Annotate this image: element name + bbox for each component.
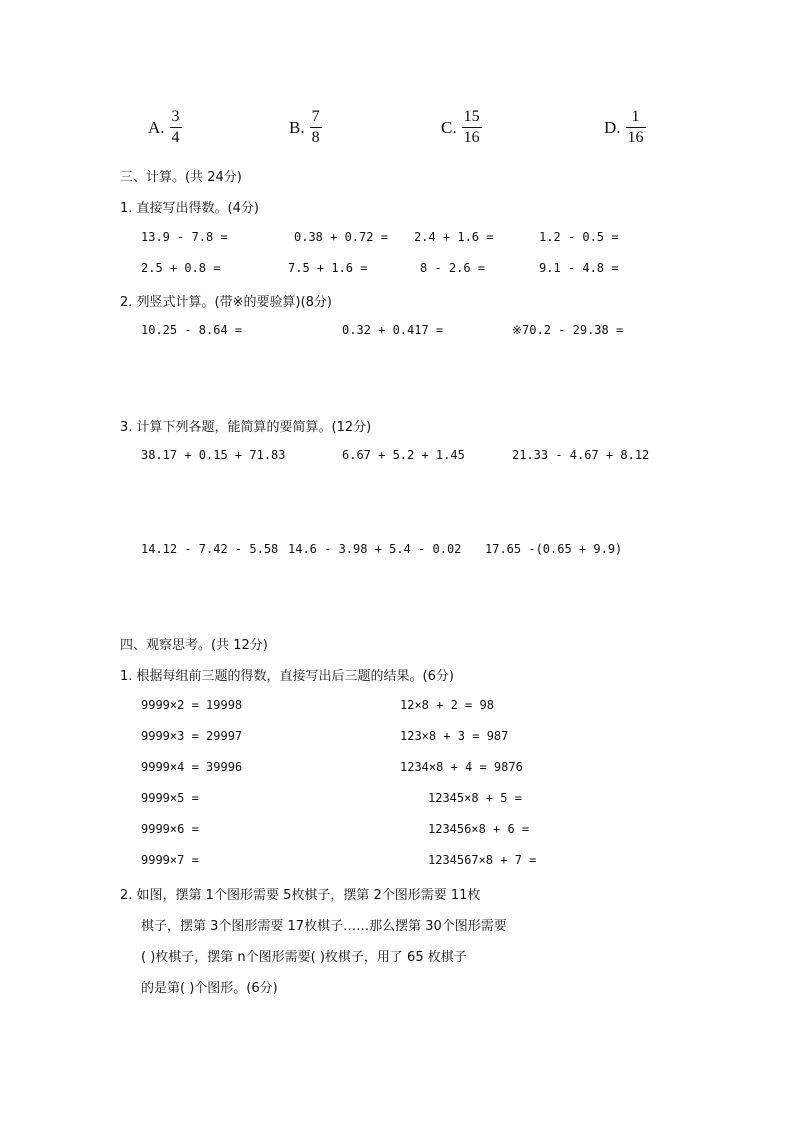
s3-q3-r2-item1: 14.12 - 7.42 - 5.58 — [141, 542, 279, 556]
s4-q2-line-2: 棋子，摆第 3个图形需要 17枚棋子……那么摆第 30个图形需要 — [141, 919, 507, 934]
option-b — [289, 108, 322, 147]
s3-q3-r2-item3: 17.65 -(0.65 + 9.9) — [485, 542, 623, 556]
s3-q2-item1: 10.25 - 8.64 = — [141, 323, 243, 337]
s3-q2-title: 2. 列竖式计算。(带※的要验算)(8分) — [120, 295, 332, 310]
s4-q1-left-2: 9999×3 = 29997 — [141, 729, 243, 743]
s3-q2-item2: 0.32 + 0.417 = — [342, 323, 444, 337]
s3-q1-r2-item3: 8 - 2.6 = — [420, 261, 486, 275]
s3-q3-r1-item2: 6.67 + 5.2 + 1.45 — [342, 448, 465, 462]
s3-q1-r1-item1: 13.9 - 7.8 = — [141, 230, 228, 244]
s3-q1-r1-item4: 1.2 - 0.5 = — [539, 230, 619, 244]
s4-q2-line-1: 2. 如图，摆第 1个图形需要 5枚棋子，摆第 2个图形需要 11枚 — [120, 888, 481, 903]
s3-q1-r2-item4: 9.1 - 4.8 = — [539, 261, 619, 275]
option-b-numerator: 7 — [311, 108, 320, 125]
s3-q1-r1-item3: 2.4 + 1.6 = — [414, 230, 494, 244]
option-d-numerator: 1 — [631, 108, 640, 125]
option-a — [148, 108, 182, 147]
section-4-title: 四、观察思考。(共 12分) — [120, 638, 268, 653]
s3-q1-r2-item2: 7.5 + 1.6 = — [288, 261, 368, 275]
section-3-title: 三、计算。(共 24分) — [120, 170, 242, 185]
s3-q3-r1-item1: 38.17 + 0.15 + 71.83 — [141, 448, 286, 462]
s4-q1-left-1: 9999×2 = 19998 — [141, 698, 243, 712]
option-d-letter: D. — [604, 117, 621, 137]
option-c-letter: C. — [441, 117, 457, 137]
s4-q2-line-3: ( )枚棋子，摆第 n个图形需要( )枚棋子，用了 65 枚棋子 — [141, 950, 467, 965]
s3-q3-title: 3. 计算下列各题，能简算的要简算。(12分) — [120, 420, 372, 435]
s4-q1-left-5: 9999×6 = — [141, 822, 199, 836]
s4-q1-title: 1. 根据每组前三题的得数，直接写出后三题的结果。(6分) — [120, 669, 454, 684]
s4-q1-right-6: 1234567×8 + 7 = — [428, 853, 537, 867]
s4-q1-right-5: 123456×8 + 6 = — [428, 822, 530, 836]
s3-q2-item3: ※70.2 - 29.38 = — [512, 323, 624, 337]
s3-q1-r2-item1: 2.5 + 0.8 = — [141, 261, 221, 275]
option-a-numerator: 3 — [171, 108, 180, 125]
option-c-denominator: 16 — [463, 129, 480, 146]
option-d-fraction — [626, 108, 646, 147]
s3-q3-r2-item2: 14.6 - 3.98 + 5.4 - 0.02 — [288, 542, 462, 556]
option-d — [604, 108, 646, 147]
option-b-letter: B. — [289, 117, 305, 137]
option-b-denominator: 8 — [311, 129, 320, 146]
option-b-fraction — [310, 108, 322, 147]
s3-q1-title: 1. 直接写出得数。(4分) — [120, 201, 259, 216]
s4-q1-right-4: 12345×8 + 5 = — [428, 791, 522, 805]
s4-q1-right-3: 1234×8 + 4 = 9876 — [400, 760, 523, 774]
option-a-letter: A. — [148, 117, 165, 137]
option-d-denominator: 16 — [627, 129, 644, 146]
option-a-denominator: 4 — [171, 129, 180, 146]
s4-q1-left-6: 9999×7 = — [141, 853, 199, 867]
s4-q1-right-1: 12×8 + 2 = 98 — [400, 698, 494, 712]
s3-q1-r1-item2: 0.38 + 0.72 = — [294, 230, 388, 244]
s4-q1-right-2: 123×8 + 3 = 987 — [400, 729, 509, 743]
s4-q1-left-3: 9999×4 = 39996 — [141, 760, 243, 774]
s3-q3-r1-item3: 21.33 - 4.67 + 8.12 — [512, 448, 650, 462]
option-c-fraction — [462, 108, 482, 147]
s4-q2-line-4: 的是第( )个图形。(6分) — [141, 981, 278, 996]
s4-q1-left-4: 9999×5 = — [141, 791, 199, 805]
option-c-numerator: 15 — [463, 108, 480, 125]
option-a-fraction — [170, 108, 182, 147]
option-c — [441, 108, 482, 147]
